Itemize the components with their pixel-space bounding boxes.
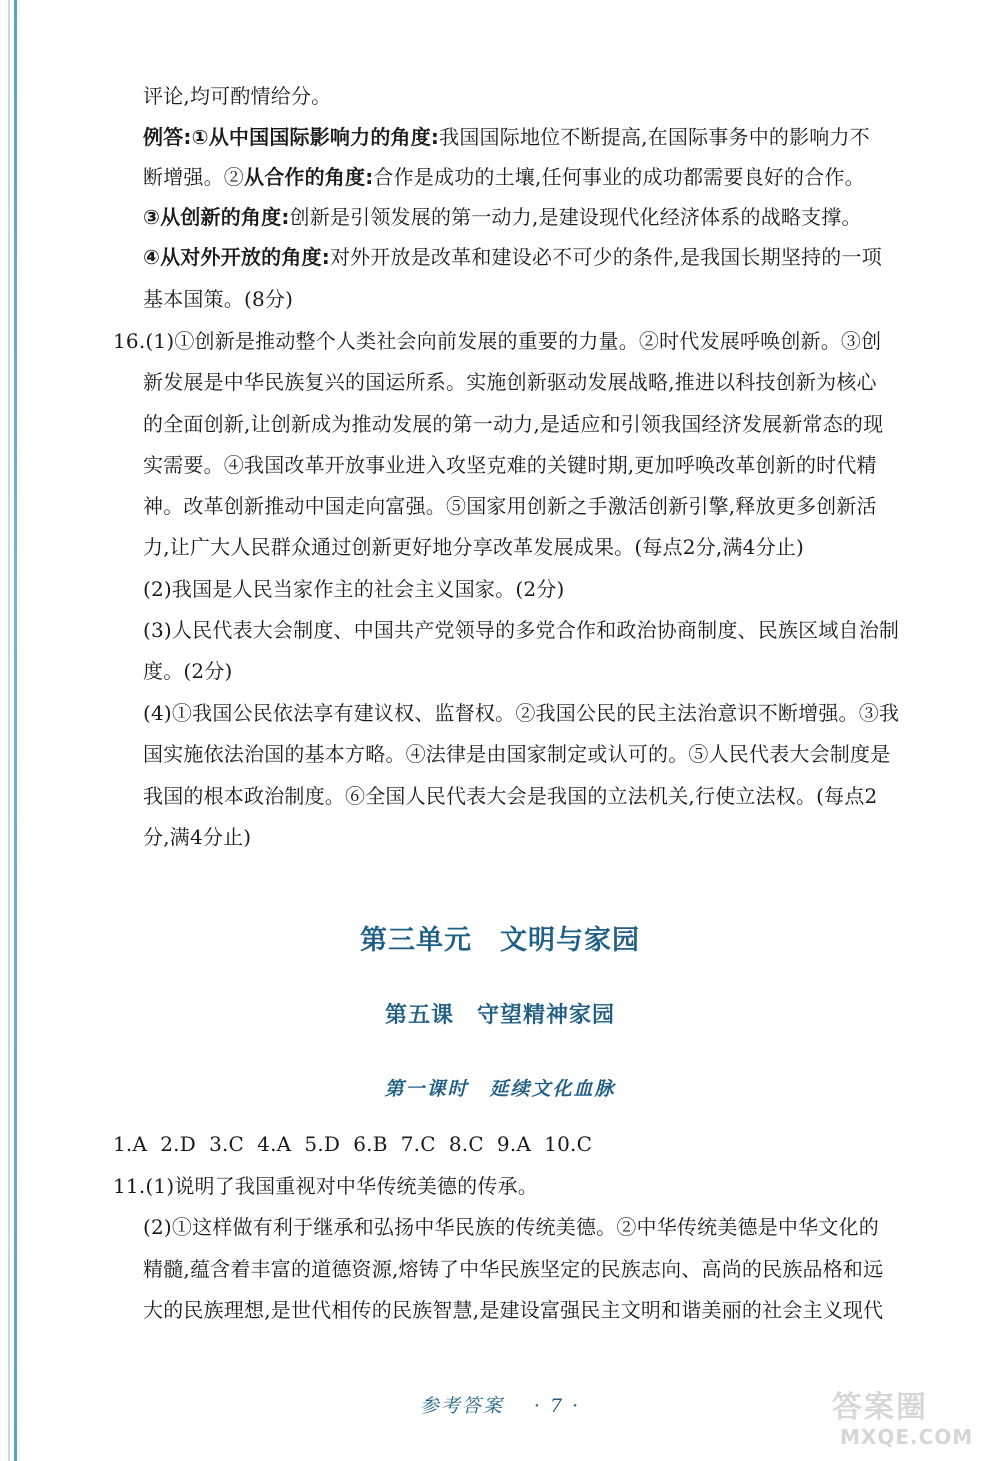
- text: 基本国策。(8分): [143, 287, 294, 311]
- text: 新发展是中华民族复兴的国运所系。实施创新驱动发展战略,推进以科技创新为核心: [143, 370, 877, 394]
- text-line: [143, 243, 882, 271]
- period-heading: 第一课时 延续文化血脉: [384, 1078, 616, 1100]
- text-line: [143, 1296, 883, 1324]
- text: (2)我国是人民当家作主的社会主义国家。(2分): [143, 577, 565, 601]
- text-line: [143, 1213, 879, 1241]
- text-line: [143, 163, 865, 191]
- text-line: [143, 616, 899, 644]
- text-line: [113, 1172, 538, 1200]
- text: 分,满4分止): [143, 825, 252, 849]
- text-line: [143, 285, 293, 313]
- text: 我国国际地位不断提高,在国际事务中的影响力不: [439, 125, 870, 149]
- text-line: [143, 575, 564, 603]
- key-phrase: ④从对外开放的角度:: [143, 245, 330, 269]
- text-line: [143, 368, 877, 396]
- text: 实需要。④我国改革开放事业进入攻坚克难的关键时期,更加呼唤改革创新的时代精: [143, 453, 877, 477]
- text: 11.(1)说明了我国重视对中华传统美德的传承。: [113, 1174, 538, 1198]
- text: 对外开放是改革和建设必不可少的条件,是我国长期坚持的一项: [329, 245, 882, 269]
- text: 合作是成功的土壤,任何事业的成功都需要良好的合作。: [373, 165, 865, 189]
- text-line: [143, 451, 877, 479]
- text: 断增强。②: [143, 165, 244, 189]
- text-line: [143, 410, 883, 438]
- watermark-url: MXQE.COM: [840, 1425, 974, 1449]
- text: 大的民族理想,是世代相传的民族智慧,是建设富强民主文明和谐美丽的社会主义现代: [143, 1298, 884, 1322]
- text: (2)①这样做有利于继承和弘扬中华民族的传统美德。②中华传统美德是中华文化的: [143, 1215, 879, 1239]
- page-number: · 7 ·: [533, 1395, 581, 1417]
- text: 精髓,蕴含着丰富的道德资源,熔铸了中华民族坚定的民族志向、高尚的民族品格和远: [143, 1257, 884, 1281]
- text: 评论,均可酌情给分。: [143, 84, 332, 108]
- text-line: [143, 823, 251, 851]
- text: 的全面创新,让创新成为推动发展的第一动力,是适应和引领我国经济发展新常态的现: [143, 412, 884, 436]
- text-line: [143, 657, 233, 685]
- text-line: [143, 1255, 883, 1283]
- lesson-heading: 第五课 守望精神家园: [384, 1003, 615, 1028]
- text: 1.A 2.D 3.C 4.A 5.D 6.B 7.C 8.C 9.A 10.C: [113, 1132, 593, 1156]
- text-line: [143, 533, 804, 561]
- text: 创新是引领发展的第一动力,是建设现代化经济体系的战略支撑。: [289, 205, 862, 229]
- text-line: [113, 327, 881, 355]
- text-line: [143, 82, 331, 110]
- text: 神。改革创新推动中国走向富强。⑤国家用创新之手激活创新引擎,释放更多创新活: [143, 494, 877, 518]
- text: 力,让广大人民群众通过创新更好地分享改革发展成果。(每点2分,满4分止): [143, 535, 804, 559]
- text-line: [143, 203, 862, 231]
- text: 我国的根本政治制度。⑥全国人民代表大会是我国的立法机关,行使立法权。(每点2: [143, 784, 878, 808]
- key-phrase: ③从创新的角度:: [143, 205, 290, 229]
- key-phrase: 从合作的角度:: [244, 165, 374, 189]
- watermark: [832, 1392, 992, 1454]
- text-line: [143, 782, 877, 810]
- watermark-logo: 答案圈: [832, 1390, 928, 1425]
- text: 16.(1)①创新是推动整个人类社会向前发展的重要的力量。②时代发展呼唤创新。③创: [113, 329, 882, 353]
- text: 国实施依法治国的基本方略。④法律是由国家制定或认可的。⑤人民代表大会制度是: [143, 742, 891, 766]
- text-line: [143, 123, 870, 151]
- text-line: [143, 740, 890, 768]
- text: (3)人民代表大会制度、中国共产党领导的多党合作和政治协商制度、民族区域自治制: [143, 618, 900, 642]
- text-line: [143, 699, 899, 727]
- unit-heading: 第三单元 文明与家园: [360, 925, 640, 956]
- key-phrase: 例答:①从中国国际影响力的角度:: [143, 125, 440, 149]
- text: 度。(2分): [143, 659, 233, 683]
- text-line: [143, 492, 877, 520]
- text: (4)①我国公民依法享有建议权、监督权。②我国公民的民主法治意识不断增强。③我: [143, 701, 900, 725]
- footer-label: 参考答案: [419, 1395, 504, 1417]
- answer-key-line: [113, 1130, 592, 1158]
